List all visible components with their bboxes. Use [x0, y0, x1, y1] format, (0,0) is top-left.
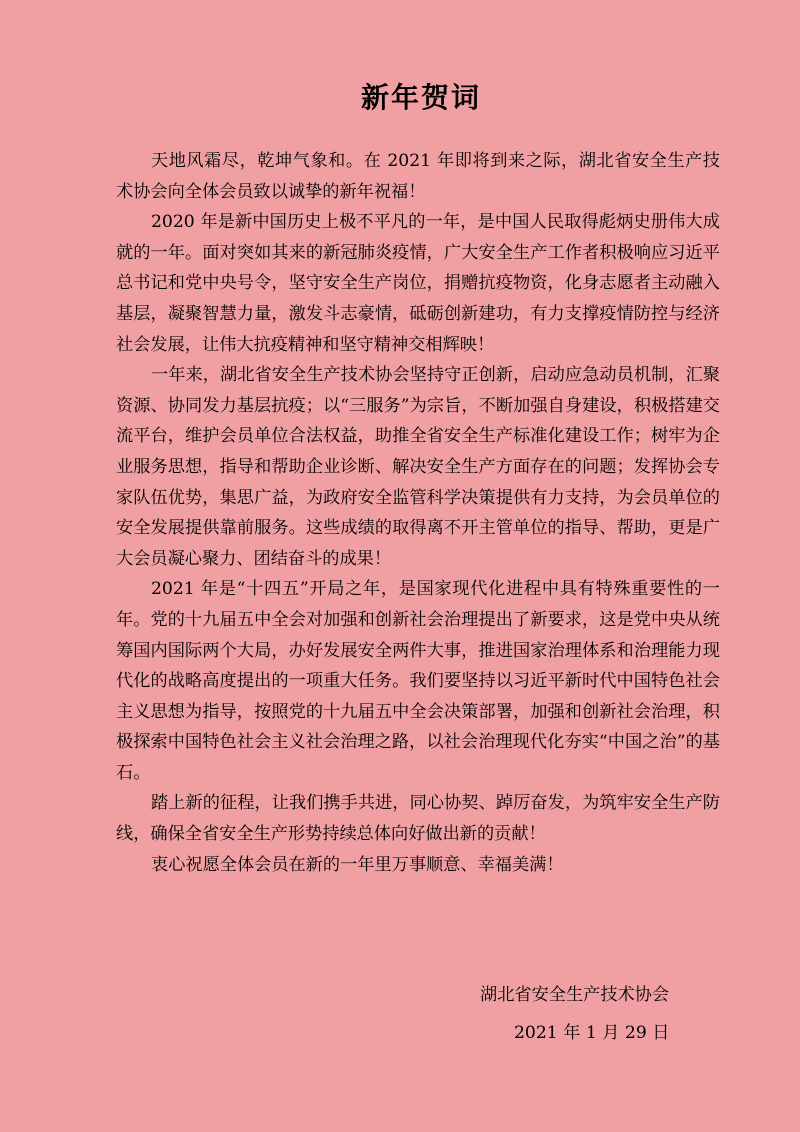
letter-body [116, 146, 720, 880]
paragraph-association-work: 一年来，湖北省安全生产技术协会坚持守正创新，启动应急动员机制，汇聚资源、协同发力基层抗疫；以“三服务”为宗旨，不断加强自身建设，积极搭建交流平台，维护会员单位合法权益，助推全省安全生产标准化建设工作；树牢为企业服务思想，指导和帮助企业诊断、解决安全生产方面存在的问题；发挥协会专家队伍优势，集思广益，为政府安全监管科学决策提供有力支持，为会员单位的安全发展提供靠前服务。这些成绩的取得离不开主管单位的指导、帮助，更是广大会员凝心聚力、团结奋斗的成果！ [116, 365, 720, 569]
paragraph-greeting: 天地风霜尽，乾坤气象和。在 2021 年即将到来之际，湖北省安全生产技术协会向全体会员致以诚挚的新年祝福！ [116, 151, 720, 202]
paragraph-2021-outlook: 2021 年是“十四五”开局之年，是国家现代化进程中具有特殊重要性的一年。党的十九届五中全会对加强和创新社会治理提出了新要求，这是党中央从统筹国内国际两个大局，办好发展安全两件大事，推进国家治理体系和治理能力现代化的战略高度提出的一项重大任务。我们要坚持以习近平新时代中国特色社会主义思想为指导，按照党的十九届五中全会决策部署，加强和创新社会治理，积极探索中国特色社会主义社会治理之路，以社会治理现代化夯实“中国之治”的基石。 [116, 579, 720, 783]
paragraph-closing-wish: 衷心祝愿全体会员在新的一年里万事顺意、幸福美满！ [151, 854, 564, 875]
page-title: 新年贺词 [360, 81, 481, 114]
paragraph-2020-review: 2020 年是新中国历史上极不平凡的一年，是中国人民取得彪炳史册伟大成就的一年。面对突如其来的新冠肺炎疫情，广大安全生产工作者积极响应习近平总书记和党中央号令，坚守安全生产岗位，捐赠抗疫物资，化身志愿者主动融入基层，凝聚智慧力量，激发斗志豪情，砥砺创新建功，有力支撑疫情防控与经济社会发展，让伟大抗疫精神和坚守精神交相辉映！ [116, 212, 720, 355]
signature-organization: 湖北省安全生产技术协会 [480, 985, 670, 1005]
paragraph-call-to-action: 踏上新的征程，让我们携手共进，同心协契、踔厉奋发，为筑牢安全生产防线，确保全省安全生产形势持续总体向好做出新的贡献！ [116, 793, 720, 845]
signature-date: 2021 年 1 月 29 日 [514, 1023, 670, 1043]
